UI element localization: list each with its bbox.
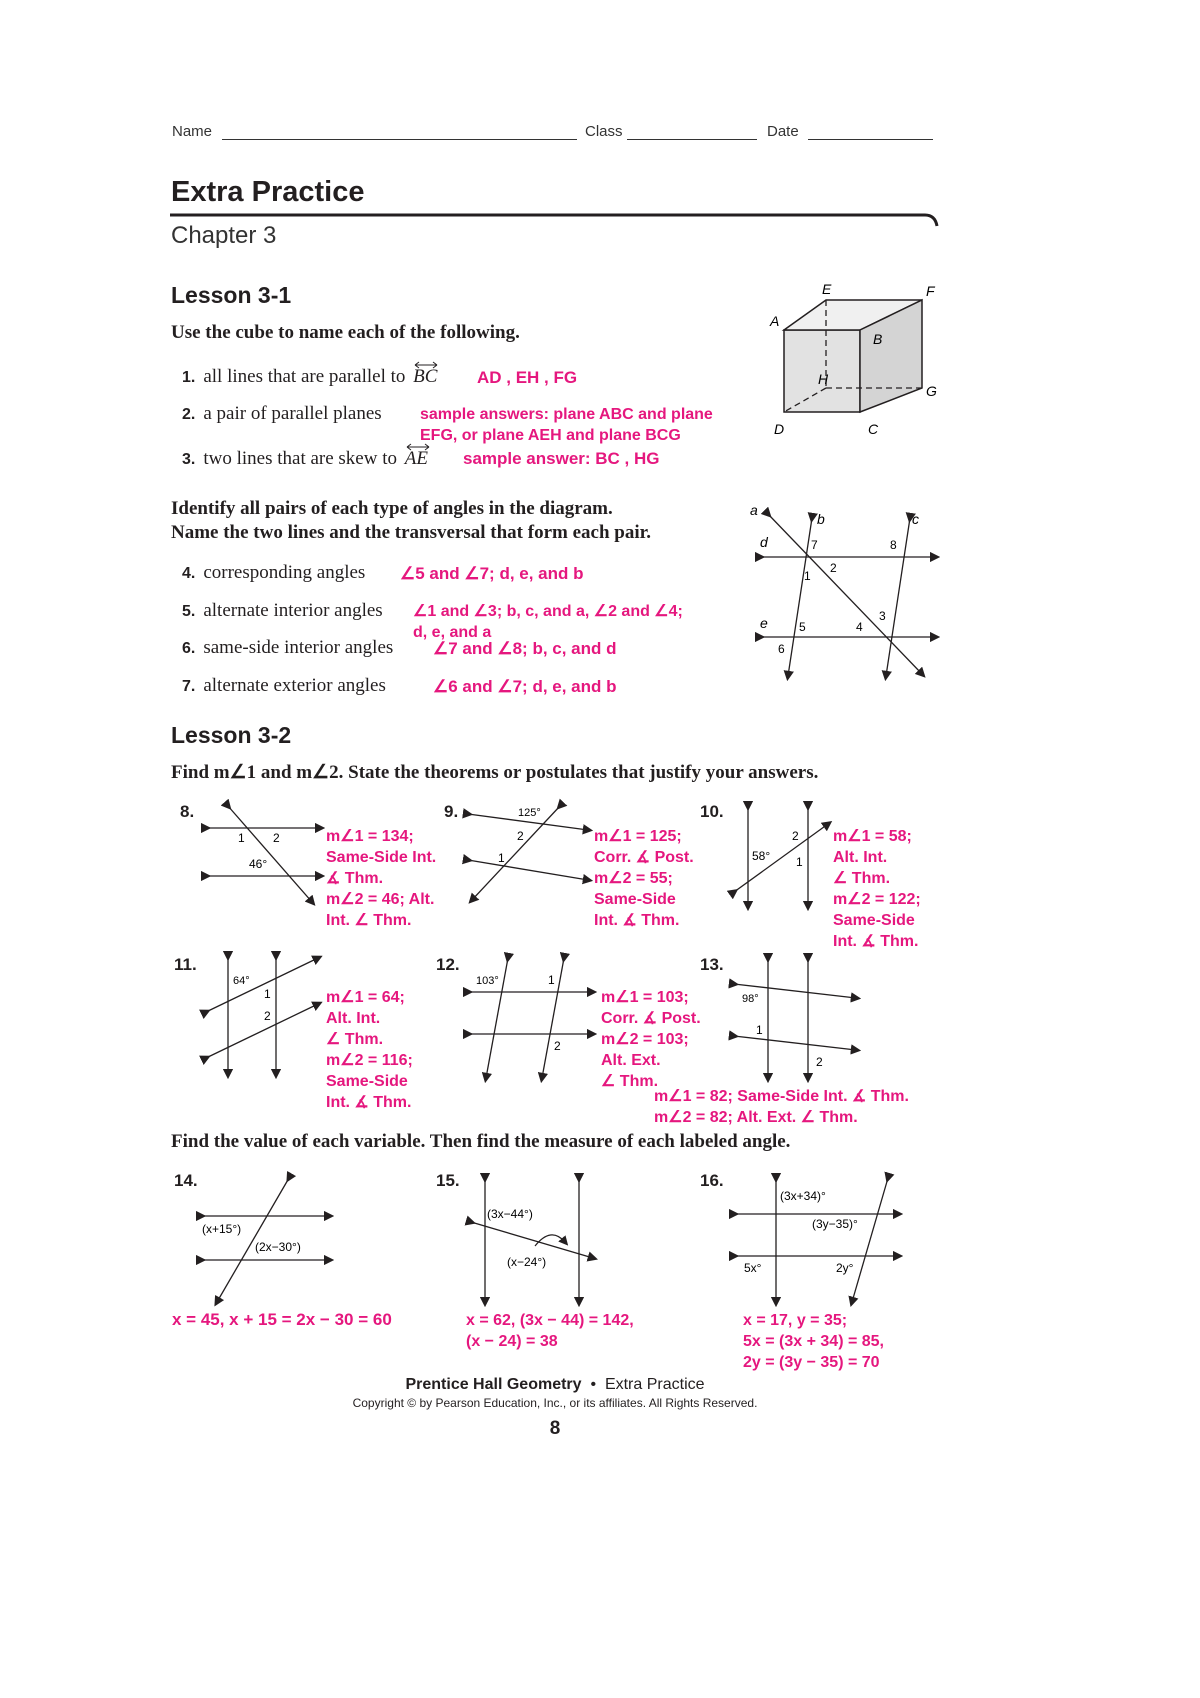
svg-text:(2x−30°): (2x−30°) <box>255 1240 301 1254</box>
problem-9-diagram <box>462 800 592 905</box>
answer-6: ∠7 and ∠8; b, c, and d <box>433 639 617 658</box>
svg-text:(x−24°): (x−24°) <box>507 1255 547 1269</box>
cube-label: E <box>822 281 832 297</box>
cube-label: G <box>926 383 937 399</box>
problem-13-answer: m∠1 = 82; Same-Side Int. ∡ Thm. m∠2 = 82; Alt. Ext. ∠ Thm. <box>654 1088 909 1126</box>
svg-text:d: d <box>760 534 768 550</box>
problem-10-diagram <box>728 800 833 912</box>
problem-8-answer: m∠1 = 134; Same-Side Int. ∡ Thm. m∠2 = 46; Alt. Int. ∠ Thm. <box>326 828 437 929</box>
problem-14-diagram <box>195 1172 335 1307</box>
svg-text:98°: 98° <box>742 993 759 1005</box>
problem-16-answer: x = 17, y = 35; 5x = (3x + 34) = 85, 2y = (3y − 35) = 70 <box>743 1312 884 1371</box>
problem-11-diagram <box>200 950 325 1080</box>
cube-diagram <box>760 280 950 440</box>
problem-11-number: 11. <box>174 955 197 974</box>
item-5: 5. alternate interior angles <box>182 600 383 621</box>
item-7: 7. alternate exterior angles <box>182 675 386 696</box>
svg-text:2: 2 <box>830 561 837 575</box>
svg-text:a: a <box>750 502 758 518</box>
svg-text:2: 2 <box>264 1009 271 1023</box>
answer-1: AD , EH , FG <box>477 368 578 387</box>
cube-label: C <box>868 421 879 437</box>
lesson-3-1-heading: Lesson 3-1 <box>171 282 292 308</box>
find-angles-instruction: Find m∠1 and m∠2. State the theorems or postulates that justify your answers. <box>171 762 819 783</box>
problem-15-diagram <box>465 1172 600 1307</box>
answer-7: ∠6 and ∠7; d, e, and b <box>433 677 617 696</box>
class-field[interactable] <box>627 139 757 140</box>
svg-text:1: 1 <box>548 973 555 987</box>
svg-text:64°: 64° <box>233 975 250 987</box>
lesson-3-2-heading: Lesson 3-2 <box>171 722 292 748</box>
title-rule <box>170 212 940 232</box>
angles-instruction-1: Identify all pairs of each type of angles in the diagram. <box>171 498 613 519</box>
item-4: 4. corresponding angles <box>182 562 366 583</box>
line-ref-bc: BC <box>413 366 437 387</box>
svg-text:2: 2 <box>816 1055 823 1069</box>
name-label: Name <box>172 123 213 140</box>
svg-text:125°: 125° <box>518 807 541 819</box>
cube-label: H <box>818 371 829 387</box>
item-2: 2. a pair of parallel planes <box>182 403 382 424</box>
item-3: 3. two lines that are skew to AE <box>182 448 428 470</box>
problem-16-number: 16. <box>700 1171 724 1190</box>
svg-text:2: 2 <box>273 831 280 845</box>
answer-3: sample answer: BC , HG <box>463 449 660 468</box>
svg-text:(3x+34)°: (3x+34)° <box>780 1189 826 1203</box>
problem-12-diagram <box>462 950 597 1085</box>
problem-14-number: 14. <box>174 1171 198 1190</box>
problem-15-number: 15. <box>436 1171 460 1190</box>
problem-9-answer: m∠1 = 125; Corr. ∡ Post. m∠2 = 55; Same-Side Int. ∡ Thm. <box>594 828 694 929</box>
svg-text:2: 2 <box>554 1039 561 1053</box>
svg-text:1: 1 <box>264 987 271 1001</box>
line-ref-ae: AE <box>405 448 428 469</box>
footer-title: Prentice Hall Geometry • Extra Practice <box>405 1376 705 1393</box>
angles-instruction-2: Name the two lines and the transversal that form each pair. <box>171 522 652 543</box>
date-field[interactable] <box>808 139 933 140</box>
answer-4: ∠5 and ∠7; d, e, and b <box>400 564 584 583</box>
svg-text:2: 2 <box>517 829 524 843</box>
problem-13-diagram <box>728 950 863 1082</box>
svg-text:1: 1 <box>756 1023 763 1037</box>
cube-label: A <box>770 313 780 329</box>
problem-8-number: 8. <box>180 802 195 821</box>
problem-15-answer: x = 62, (3x − 44) = 142, (x − 24) = 38 <box>466 1312 634 1350</box>
svg-text:c: c <box>912 511 919 527</box>
problem-10-answer: m∠1 = 58; Alt. Int. ∠ Thm. m∠2 = 122; Same-Side Int. ∡ Thm. <box>833 828 921 950</box>
page-title: Extra Practice <box>171 176 365 208</box>
svg-text:1: 1 <box>238 831 245 845</box>
svg-text:b: b <box>817 511 825 527</box>
svg-text:(3x−44°): (3x−44°) <box>487 1207 533 1221</box>
cube-label: D <box>774 421 785 437</box>
problem-9-number: 9. <box>444 802 459 821</box>
item-6: 6. same-side interior angles <box>182 637 394 658</box>
svg-text:1: 1 <box>498 851 505 865</box>
svg-text:46°: 46° <box>249 857 268 871</box>
svg-text:e: e <box>760 615 768 631</box>
svg-text:1: 1 <box>796 855 803 869</box>
problem-12-answer: m∠1 = 103; Corr. ∡ Post. m∠2 = 103; Alt. Ext. ∠ Thm. <box>601 989 701 1090</box>
variables-instruction: Find the value of each variable. Then find the measure of each labeled angle. <box>171 1131 791 1152</box>
footer-copyright: Copyright © by Pearson Education, Inc., or its affiliates. All Rights Reserved. <box>352 1396 758 1410</box>
name-field[interactable] <box>222 139 577 140</box>
date-label: Date <box>767 123 799 140</box>
svg-text:(3y−35)°: (3y−35)° <box>812 1217 858 1231</box>
svg-text:5: 5 <box>799 620 806 634</box>
svg-text:1: 1 <box>804 569 811 583</box>
cube-label: B <box>873 331 883 347</box>
item-1: 1. all lines that are parallel to BC <box>182 366 437 388</box>
problem-8-diagram <box>200 800 325 905</box>
page-number: 8 <box>549 1418 561 1439</box>
svg-text:8: 8 <box>890 538 897 552</box>
cube-label: F <box>926 283 935 299</box>
svg-text:3: 3 <box>879 609 886 623</box>
svg-text:58°: 58° <box>752 849 771 863</box>
problem-14-answer: x = 45, x + 15 = 2x − 30 = 60 <box>172 1310 392 1329</box>
svg-text:4: 4 <box>856 620 863 634</box>
problem-11-answer: m∠1 = 64; Alt. Int. ∠ Thm. m∠2 = 116; Same-Side Int. ∡ Thm. <box>326 989 413 1111</box>
problem-12-number: 12. <box>436 955 460 974</box>
svg-text:7: 7 <box>811 538 818 552</box>
class-label: Class <box>585 123 623 140</box>
svg-text:6: 6 <box>778 642 785 656</box>
chapter-subtitle: Chapter 3 <box>171 222 277 249</box>
problem-16-diagram <box>728 1172 903 1307</box>
cube-instruction: Use the cube to name each of the following. <box>171 322 520 343</box>
svg-text:103°: 103° <box>476 975 499 987</box>
angles-diagram <box>750 500 945 685</box>
svg-text:(x+15°): (x+15°) <box>202 1222 242 1236</box>
problem-10-number: 10. <box>700 802 724 821</box>
svg-text:2y°: 2y° <box>836 1261 854 1275</box>
answer-5: ∠1 and ∠3; b, c, and a, ∠2 and ∠4; d, e, and a <box>413 603 683 641</box>
svg-text:5x°: 5x° <box>744 1261 762 1275</box>
svg-text:2: 2 <box>792 829 799 843</box>
problem-13-number: 13. <box>700 955 724 974</box>
answer-2: sample answers: plane ABC and plane EFG, or plane AEH and plane BCG <box>420 406 713 444</box>
